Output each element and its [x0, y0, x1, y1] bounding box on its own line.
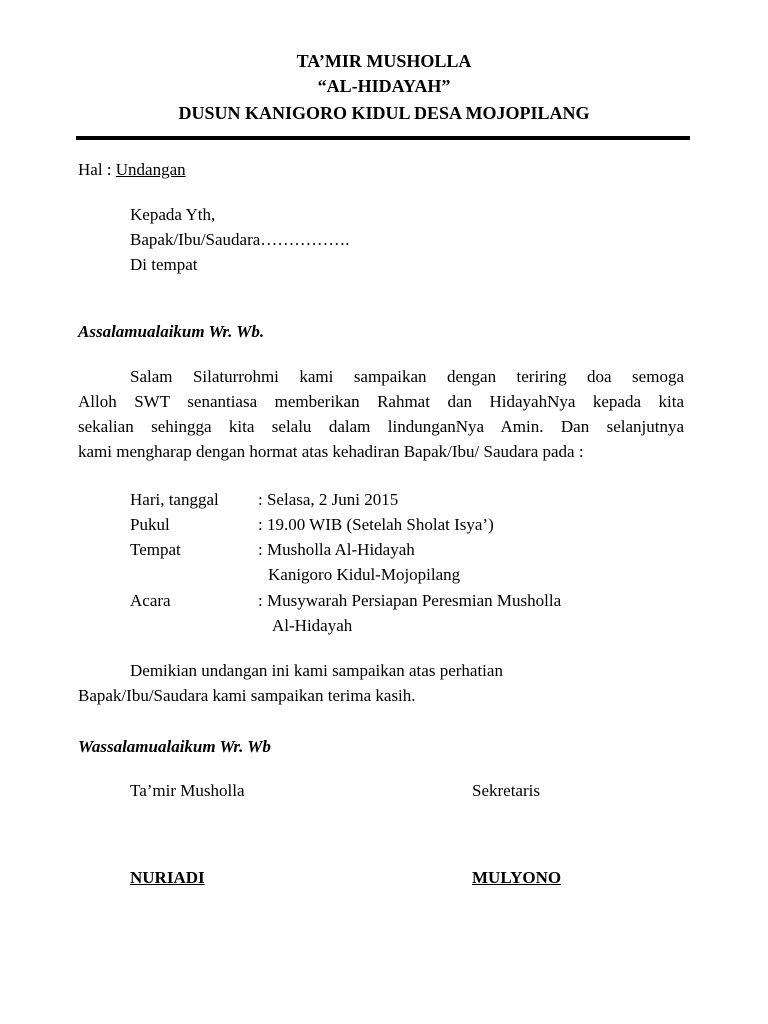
farewell: Wassalamualaikum Wr. Wb — [78, 737, 271, 756]
date-value: : Selasa, 2 Juni 2015 — [258, 490, 399, 509]
event-value-continued: Al-Hidayah — [272, 616, 353, 635]
letterhead-divider — [76, 136, 690, 140]
time-label: Pukul — [130, 515, 170, 534]
event-label: Acara — [130, 591, 171, 610]
signature-left-name: NURIADI — [130, 868, 205, 887]
addressee-line-1: Kepada Yth, — [130, 205, 216, 224]
signature-left-title: Ta’mir Musholla — [130, 781, 245, 800]
closing-line-1: Demikian undangan ini kami sampaikan atas perhatian — [130, 661, 503, 680]
paragraph-line: kami mengharap dengan hormat atas kehadiran Bapak/Ibu/ Saudara pada : — [78, 442, 584, 461]
addressee-line-3: Di tempat — [130, 255, 198, 274]
paragraph-line: Salam Silaturrohmi kami sampaikan dengan teriring doa semoga — [130, 367, 684, 386]
place-value: : Musholla Al-Hidayah — [258, 540, 415, 559]
place-label: Tempat — [130, 540, 181, 559]
letterhead-line-2: “AL-HIDAYAH” — [317, 76, 451, 96]
subject-value: Undangan — [115, 160, 186, 179]
paragraph-line: sekalian sehingga kita selalu dalam lindunganNya Amin. Dan selanjutnya — [78, 417, 684, 436]
place-value-continued: Kanigoro Kidul-Mojopilang — [268, 565, 461, 584]
paragraph-line: Alloh SWT senantiasa memberikan Rahmat dan HidayahNya kepada kita — [78, 392, 684, 411]
closing-line-2: Bapak/Ibu/Saudara kami sampaikan terima kasih. — [78, 686, 416, 705]
subject-line — [78, 160, 186, 180]
event-value: : Musywarah Persiapan Peresmian Musholla — [258, 591, 562, 610]
time-value: : 19.00 WIB (Setelah Sholat Isya’) — [258, 515, 494, 534]
addressee-line-2: Bapak/Ibu/Saudara……………. — [130, 230, 350, 249]
letterhead-line-3: DUSUN KANIGORO KIDUL DESA MOJOPILANG — [178, 103, 590, 123]
letterhead-line-1: TA’MIR MUSHOLLA — [296, 51, 472, 71]
date-label: Hari, tanggal — [130, 490, 219, 509]
greeting: Assalamualaikum Wr. Wb. — [78, 322, 265, 341]
body-paragraph-1 — [78, 364, 684, 464]
signature-right-title: Sekretaris — [472, 781, 540, 800]
subject-label: Hal : — [78, 160, 116, 179]
signature-right-name: MULYONO — [472, 868, 562, 887]
